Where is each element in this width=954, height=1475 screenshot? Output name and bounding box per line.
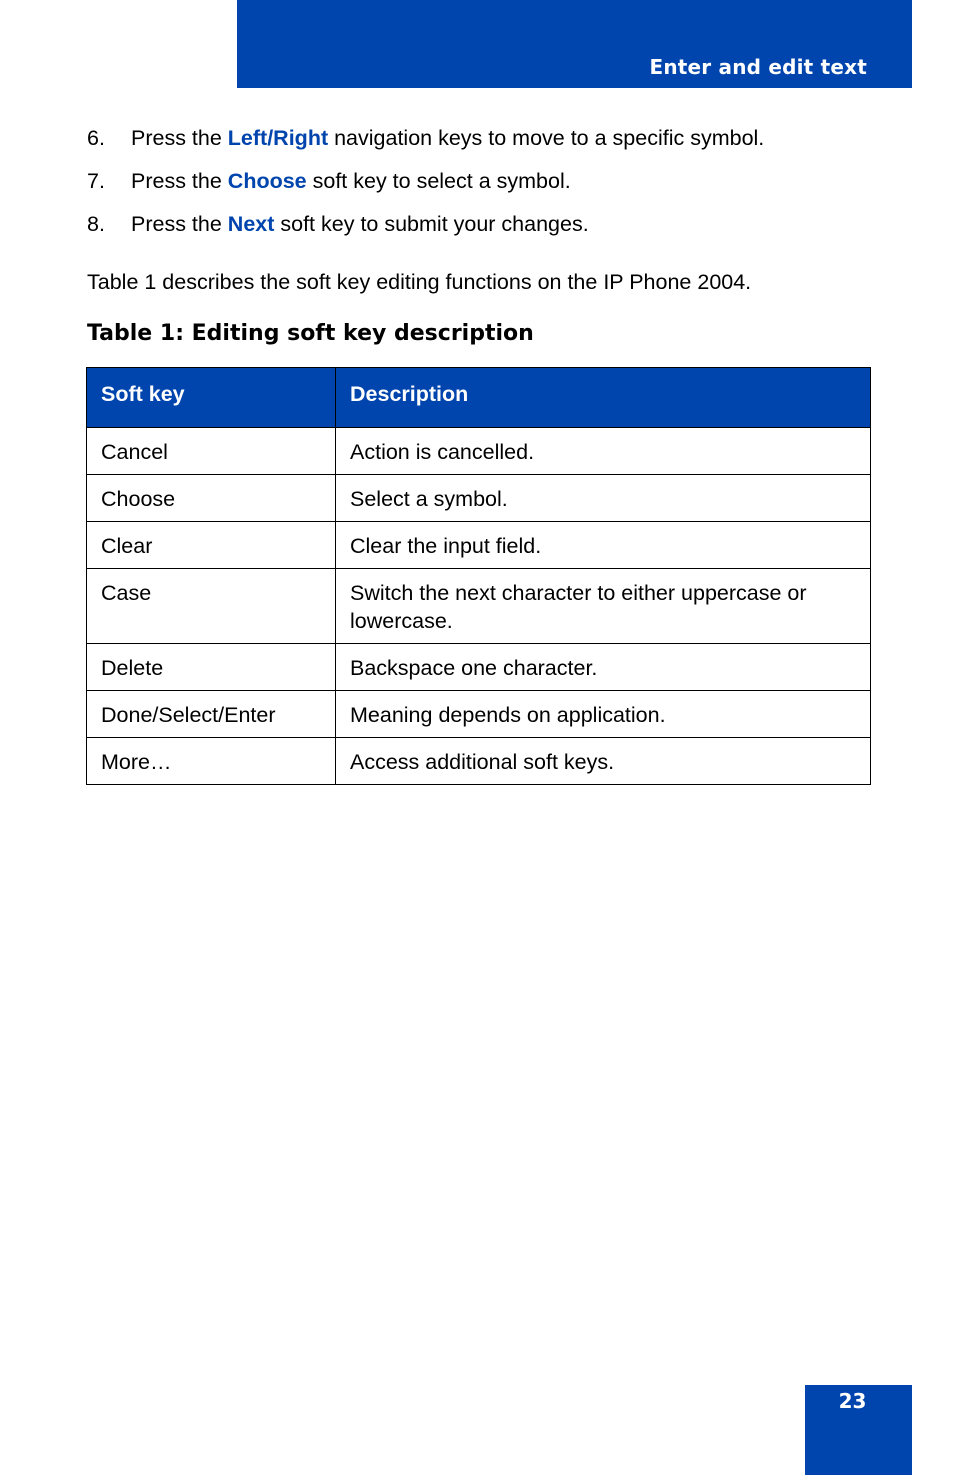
table-row [87, 428, 871, 475]
cell-description: Backspace one character. [336, 644, 871, 691]
cell-description: Switch the next character to either uppercase or lowercase. [336, 569, 871, 644]
list-item [87, 124, 887, 167]
cell-description: Select a symbol. [336, 475, 871, 522]
table-header-row [87, 368, 871, 428]
step-text-post: navigation keys to move to a specific symbol. [328, 126, 765, 150]
cell-description: Meaning depends on application. [336, 691, 871, 738]
step-text [131, 210, 589, 238]
cell-description: Access additional soft keys. [336, 738, 871, 785]
cell-soft-key: Done/Select/Enter [87, 691, 336, 738]
cell-description: Action is cancelled. [336, 428, 871, 475]
header-bar [237, 0, 912, 88]
step-text [131, 167, 571, 195]
cell-soft-key: Choose [87, 475, 336, 522]
step-text-pre: Press the [131, 169, 228, 193]
step-keyword: Left/Right [227, 126, 329, 150]
column-header-soft-key: Soft key [87, 368, 336, 428]
cell-soft-key: Case [87, 569, 336, 644]
steps-list [87, 124, 887, 253]
table-row [87, 569, 871, 644]
cell-soft-key: Cancel [87, 428, 336, 475]
table-row [87, 691, 871, 738]
step-text-post: soft key to select a symbol. [306, 169, 571, 193]
list-item [87, 210, 887, 253]
step-text-post: soft key to submit your changes. [274, 212, 589, 236]
intro-paragraph: Table 1 describes the soft key editing functions on the IP Phone 2004. [87, 270, 752, 294]
table-row [87, 522, 871, 569]
cell-soft-key: Clear [87, 522, 336, 569]
step-number: 7. [87, 169, 105, 193]
section-title: Enter and edit text [649, 55, 867, 79]
table-caption: Table 1: Editing soft key description [87, 321, 534, 346]
column-header-description: Description [336, 368, 871, 428]
soft-key-table [86, 367, 870, 785]
step-text-pre: Press the [131, 212, 228, 236]
step-text [131, 124, 764, 152]
step-keyword: Choose [227, 169, 307, 193]
page-number: 23 [838, 1389, 867, 1413]
page-number-box [805, 1385, 912, 1475]
data-table [86, 367, 871, 785]
cell-description: Clear the input field. [336, 522, 871, 569]
table-row [87, 475, 871, 522]
cell-soft-key: More… [87, 738, 336, 785]
list-item [87, 167, 887, 210]
step-text-pre: Press the [131, 126, 228, 150]
table-row [87, 644, 871, 691]
step-number: 8. [87, 212, 105, 236]
step-number: 6. [87, 126, 105, 150]
table-row [87, 738, 871, 785]
cell-soft-key: Delete [87, 644, 336, 691]
step-keyword: Next [227, 212, 275, 236]
